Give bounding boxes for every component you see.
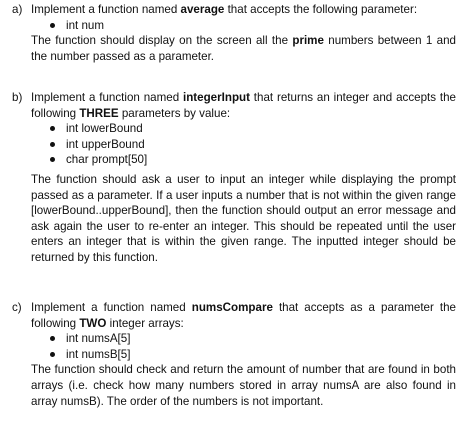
question-b-params	[12, 121, 456, 168]
intro-text-suffix: integer arrays:	[106, 316, 184, 330]
param-text: int num	[66, 18, 105, 32]
question-a-letter: a)	[12, 3, 23, 16]
question-a-description	[31, 33, 456, 64]
question-c-heading	[12, 300, 456, 331]
function-name-average: average	[180, 3, 225, 16]
desc-text-end: numbers between 1 and the number passed as a parameter.	[31, 34, 456, 63]
bullet-icon	[50, 23, 55, 28]
question-b-heading	[12, 90, 456, 121]
param-text: int lowerBound	[66, 122, 143, 136]
param-text: char prompt[50]	[66, 153, 148, 167]
intro-bold-three: THREE	[79, 106, 119, 120]
param-item	[49, 121, 456, 137]
function-name-numscompare: numsCompare	[191, 301, 273, 314]
desc-text: The function should display on the screen all the	[31, 34, 293, 48]
param-item	[49, 331, 456, 347]
bullet-icon	[50, 157, 55, 162]
param-item	[49, 152, 456, 168]
question-a	[12, 2, 456, 64]
intro-text-mid: that returns an integer and accepts the following	[31, 91, 457, 120]
bullet-icon	[50, 126, 55, 131]
param-text: int numsA[5]	[66, 332, 131, 346]
question-a-intro	[31, 2, 417, 18]
question-b	[12, 90, 456, 266]
param-text: int numsB[5]	[66, 347, 131, 361]
intro-text-mid: that accepts as a parameter the following	[31, 301, 457, 330]
question-b-intro	[31, 90, 456, 121]
param-text: int upperBound	[66, 137, 145, 151]
question-c-description: The function should check and return the amount of number that are found in both arrays (i.e. check how many numbers stored in array numsA are also found in array numsB). The order of the numbers is not important.	[31, 363, 456, 408]
question-a-params	[12, 18, 456, 34]
question-c-params	[12, 331, 456, 362]
intro-text-suffix: parameters by value:	[118, 106, 231, 120]
intro-text-suffix: that accepts the following parameter:	[224, 3, 418, 16]
intro-text: Implement a function named	[31, 301, 192, 314]
question-c	[12, 300, 456, 409]
intro-text: Implement a function named	[31, 91, 183, 104]
function-name-integerinput: integerInput	[182, 91, 250, 104]
question-b-description: The function should ask a user to input an integer while displaying the prompt passed as a parameter. If a user inputs a number that is not within the given range [lowerBound..upperBound], then the function should output an error message and ask again the user to re-enter an integer. This should be repeated until the user enters an integer that is within the given range. The inputted integer should be returned by this function.	[31, 172, 456, 264]
bullet-icon	[50, 142, 55, 147]
question-b-letter: b)	[12, 91, 23, 104]
question-a-heading	[12, 2, 456, 18]
desc-bold-prime: prime	[292, 34, 324, 48]
question-c-letter: c)	[12, 301, 22, 314]
question-c-intro	[31, 300, 456, 331]
intro-bold-two: TWO	[79, 316, 107, 330]
param-item	[49, 137, 456, 153]
bullet-icon	[50, 352, 55, 357]
param-item	[49, 18, 456, 34]
param-item	[49, 347, 456, 363]
intro-text: Implement a function named	[31, 3, 181, 16]
bullet-icon	[50, 336, 55, 341]
